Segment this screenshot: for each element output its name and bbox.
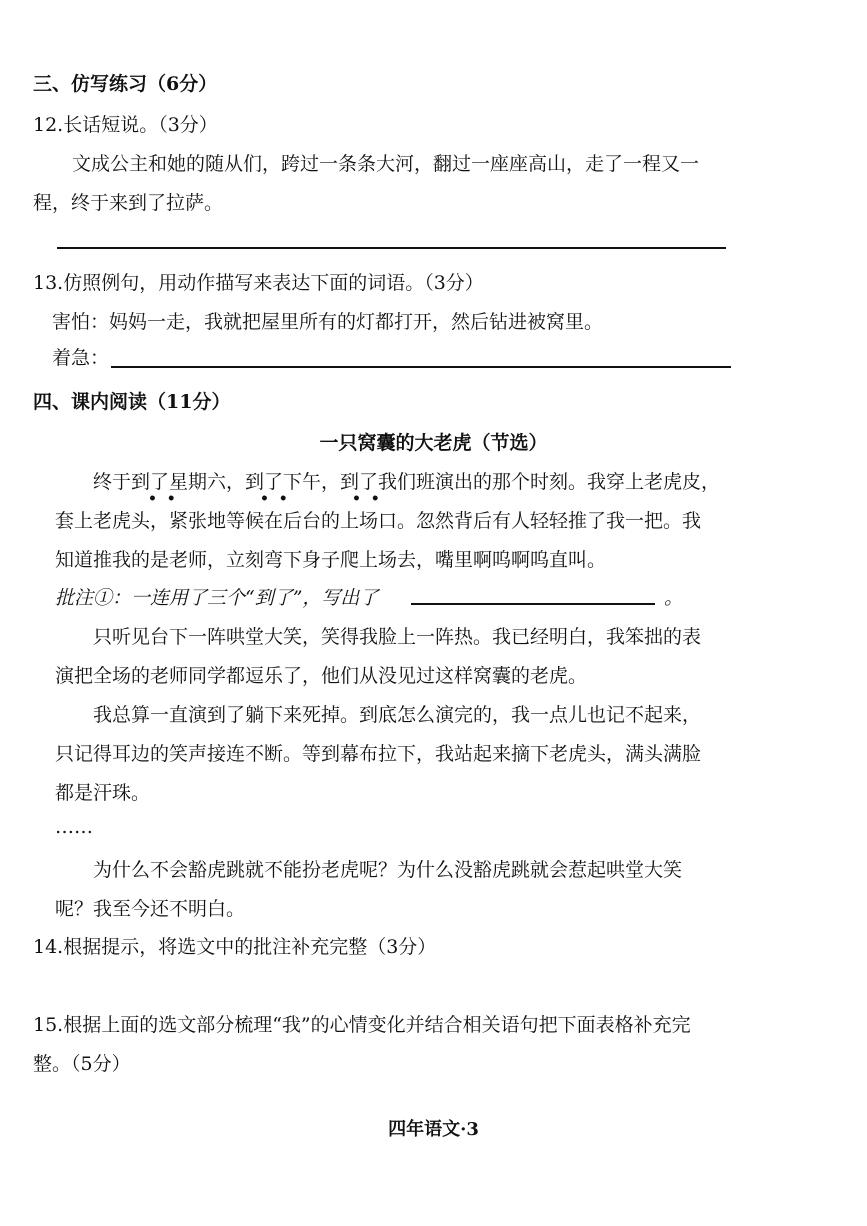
question-12-prompt: 12.长话短说。（3分） (33, 114, 218, 136)
question-13-example: 害怕：妈妈一走，我就把屋里所有的灯都打开，然后钻进被窝里。 (52, 311, 604, 333)
question-12-text-line-2: 程，终于来到了拉萨。 (33, 192, 224, 214)
passage-para-4-line-1: 为什么不会豁虎跳就不能扮老虎呢？为什么没豁虎跳就会惹起哄堂大笑 (93, 859, 683, 881)
passage-title: 一只窝囊的大老虎（节选） (319, 432, 548, 454)
passage-para-1-line-2: 套上老虎头，紧张地等候在后台的上场口。忽然背后有人轻轻推了我一把。我 (55, 510, 702, 532)
passage-para-3-line-2: 只记得耳边的笑声接连不断。等到幕布拉下，我站起来摘下老虎头，满头满脸 (55, 743, 702, 765)
emphasis-dots-3: • • (352, 491, 380, 507)
section-4-heading: 四、课内阅读（11分） (33, 391, 231, 413)
question-13-answer-line[interactable] (111, 366, 731, 368)
question-13-blank-label: 着急： (52, 347, 110, 369)
passage-para-1-line-3: 知道推我的是老师，立刻弯下身子爬上场去，嘴里啊呜啊呜直叫。 (55, 549, 607, 571)
section-3-heading: 三、仿写练习（6分） (33, 73, 218, 95)
question-13-prompt: 13.仿照例句，用动作描写来表达下面的词语。（3分） (33, 272, 484, 294)
annotation-1-answer-line[interactable] (411, 603, 655, 605)
passage-para-3-line-3: 都是汗珠。 (55, 782, 151, 804)
passage-para-1-line-1: 终于到了星期六，到了下午，到了我们班演出的那个时刻。我穿上老虎皮， (93, 471, 721, 493)
question-12-text-line-1: 文成公主和她的随从们，跨过一条条大河，翻过一座座高山，走了一程又一 (72, 153, 700, 175)
question-15-prompt-line-2: 整。（5分） (33, 1053, 131, 1075)
question-12-answer-line[interactable] (57, 247, 726, 249)
annotation-1-suffix: 。 (664, 587, 684, 609)
page-footer: 四年语文·3 (388, 1119, 479, 1140)
passage-ellipsis: …… (55, 816, 93, 838)
question-15-prompt-line-1: 15.根据上面的选文部分梳理“我”的心情变化并结合相关语句把下面表格补充完 (33, 1014, 691, 1036)
annotation-1-prefix: 批注①：一连用了三个“到了”，写出了 (55, 587, 379, 609)
emphasis-dots-2: • • (260, 491, 288, 507)
question-14-prompt: 14.根据提示，将选文中的批注补充完整（3分） (33, 936, 437, 958)
passage-para-2-line-2: 演把全场的老师同学都逗乐了，他们从没见过这样窝囊的老虎。 (55, 665, 588, 687)
emphasis-dots-1: • • (148, 491, 176, 507)
passage-para-2-line-1: 只听见台下一阵哄堂大笑，笑得我脸上一阵热。我已经明白，我笨拙的表 (93, 626, 702, 648)
passage-para-4-line-2: 呢？我至今还不明白。 (55, 898, 246, 920)
passage-para-3-line-1: 我总算一直演到了躺下来死掉。到底怎么演完的，我一点儿也记不起来， (93, 704, 702, 726)
